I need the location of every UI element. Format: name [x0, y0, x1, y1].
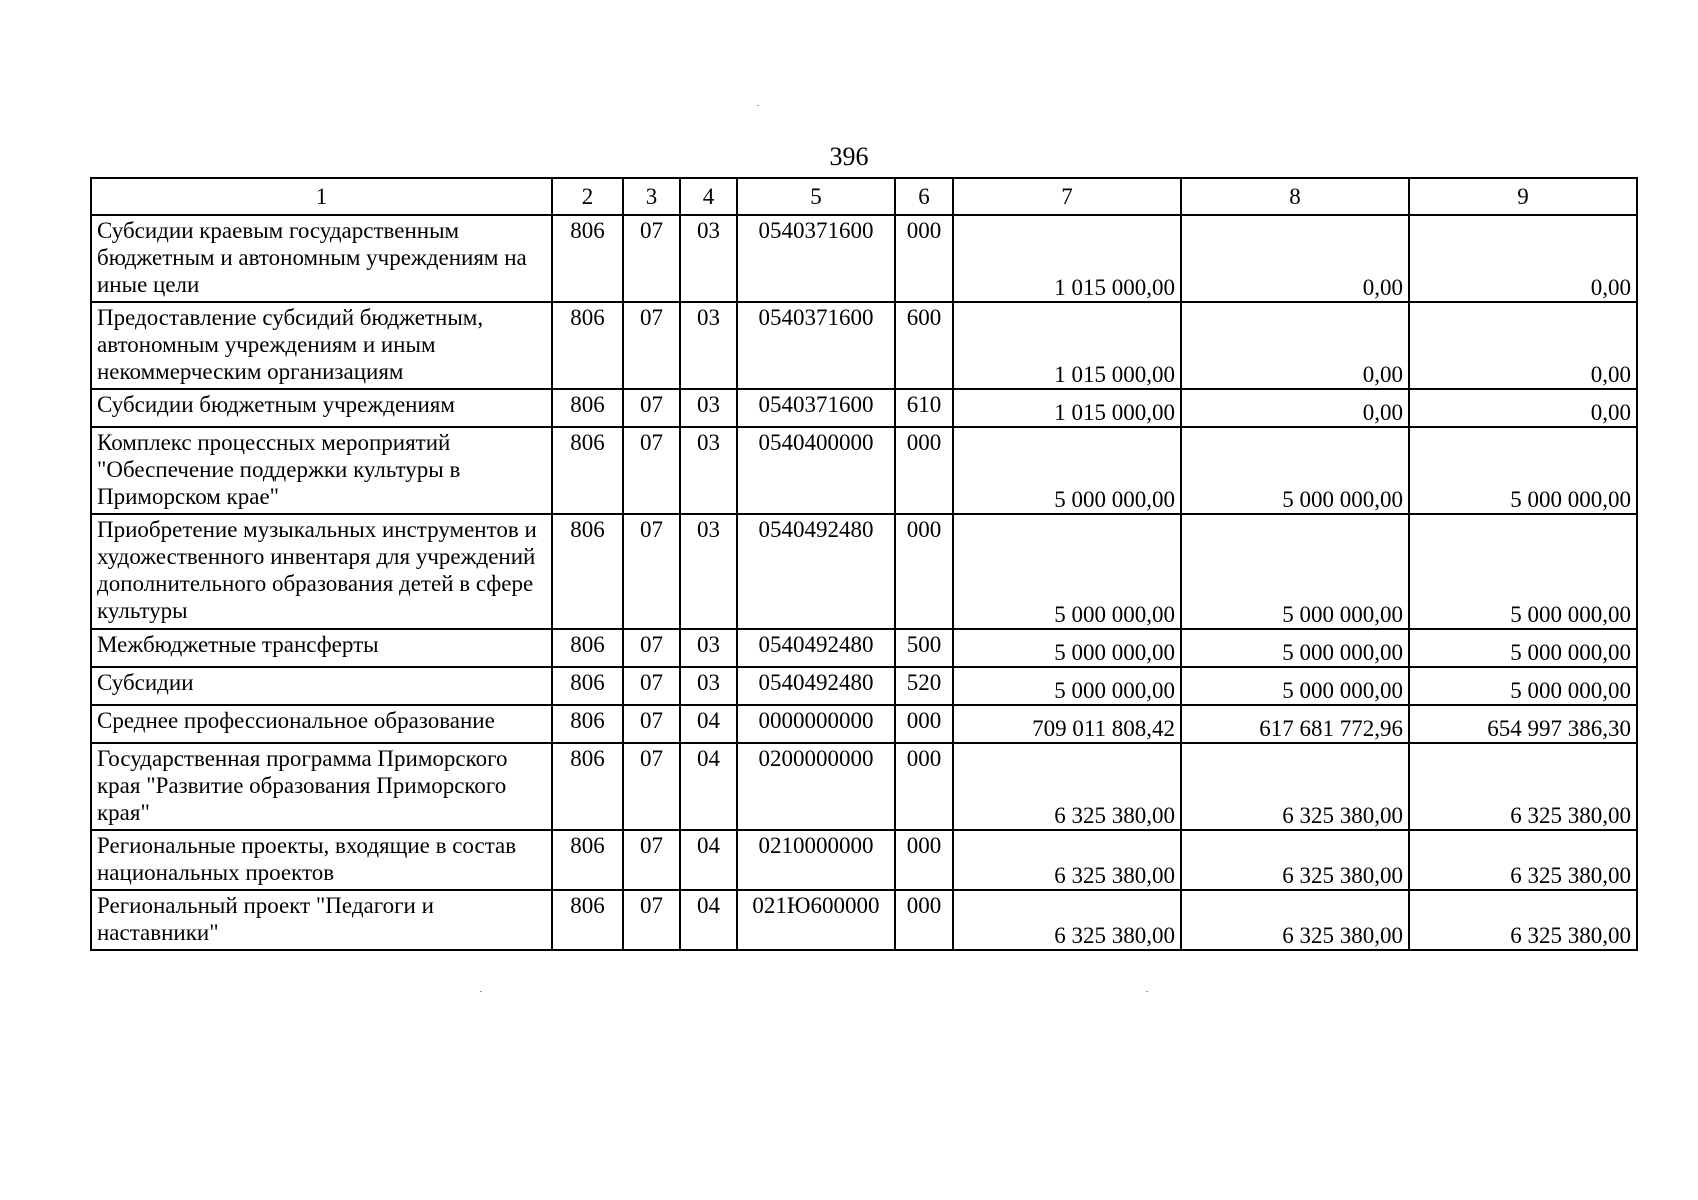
column-header: 7 — [953, 178, 1181, 215]
code-cell: 806 — [552, 389, 623, 427]
amount-cell: 0,00 — [1181, 302, 1409, 389]
code-cell: 021Ю600000 — [737, 890, 895, 950]
code-cell: 0200000000 — [737, 743, 895, 830]
column-header: 3 — [623, 178, 680, 215]
table-row — [91, 705, 1637, 743]
code-cell: 806 — [552, 890, 623, 950]
code-cell: 0540492480 — [737, 667, 895, 705]
scan-mark — [1146, 991, 1148, 992]
code-cell: 03 — [680, 629, 737, 667]
code-cell: 07 — [623, 427, 680, 514]
amount-cell: 0,00 — [1409, 302, 1637, 389]
table-row — [91, 514, 1637, 629]
table-row — [91, 629, 1637, 667]
code-cell: 0540492480 — [737, 629, 895, 667]
code-cell: 0540492480 — [737, 514, 895, 629]
amount-cell: 6 325 380,00 — [953, 830, 1181, 890]
code-cell: 806 — [552, 830, 623, 890]
code-cell: 000 — [895, 215, 953, 302]
table-row — [91, 215, 1637, 302]
code-cell: 806 — [552, 302, 623, 389]
amount-cell: 6 325 380,00 — [1181, 743, 1409, 830]
column-header: 9 — [1409, 178, 1637, 215]
code-cell: 04 — [680, 890, 737, 950]
amount-cell: 617 681 772,96 — [1181, 705, 1409, 743]
amount-cell: 5 000 000,00 — [1181, 629, 1409, 667]
code-cell: 07 — [623, 705, 680, 743]
table-row — [91, 427, 1637, 514]
row-name: Субсидии — [91, 667, 552, 705]
code-cell: 000 — [895, 514, 953, 629]
amount-cell: 5 000 000,00 — [1409, 514, 1637, 629]
code-cell: 03 — [680, 389, 737, 427]
code-cell: 03 — [680, 514, 737, 629]
column-header: 4 — [680, 178, 737, 215]
row-name: Субсидии бюджетным учреждениям — [91, 389, 552, 427]
code-cell: 0210000000 — [737, 830, 895, 890]
code-cell: 03 — [680, 427, 737, 514]
amount-cell: 5 000 000,00 — [953, 629, 1181, 667]
table-row — [91, 890, 1637, 950]
row-name: Предоставление субсидий бюджетным, автономным учреждениям и иным некоммерческим организациям — [91, 302, 552, 389]
row-name: Региональный проект "Педагоги и наставники" — [91, 890, 552, 950]
amount-cell: 0,00 — [1409, 215, 1637, 302]
amount-cell: 5 000 000,00 — [1409, 667, 1637, 705]
column-header: 5 — [737, 178, 895, 215]
table-row — [91, 830, 1637, 890]
column-header: 1 — [91, 178, 552, 215]
code-cell: 07 — [623, 302, 680, 389]
code-cell: 500 — [895, 629, 953, 667]
table-header-row — [91, 178, 1637, 215]
amount-cell: 5 000 000,00 — [1181, 667, 1409, 705]
amount-cell: 5 000 000,00 — [953, 427, 1181, 514]
code-cell: 07 — [623, 743, 680, 830]
code-cell: 07 — [623, 215, 680, 302]
column-header: 8 — [1181, 178, 1409, 215]
code-cell: 806 — [552, 743, 623, 830]
row-name: Государственная программа Приморского края "Развитие образования Приморского края" — [91, 743, 552, 830]
budget-table — [90, 177, 1638, 951]
code-cell: 07 — [623, 667, 680, 705]
code-cell: 000 — [895, 830, 953, 890]
column-header: 6 — [895, 178, 953, 215]
code-cell: 03 — [680, 667, 737, 705]
table-row — [91, 302, 1637, 389]
amount-cell: 709 011 808,42 — [953, 705, 1181, 743]
code-cell: 806 — [552, 667, 623, 705]
amount-cell: 5 000 000,00 — [1181, 514, 1409, 629]
code-cell: 600 — [895, 302, 953, 389]
code-cell: 000 — [895, 743, 953, 830]
amount-cell: 1 015 000,00 — [953, 302, 1181, 389]
code-cell: 520 — [895, 667, 953, 705]
code-cell: 610 — [895, 389, 953, 427]
code-cell: 806 — [552, 629, 623, 667]
code-cell: 07 — [623, 890, 680, 950]
row-name: Комплекс процессных мероприятий "Обеспечение поддержки культуры в Приморском крае" — [91, 427, 552, 514]
amount-cell: 0,00 — [1181, 215, 1409, 302]
page-number: 396 — [829, 142, 869, 171]
code-cell: 000 — [895, 890, 953, 950]
amount-cell: 6 325 380,00 — [953, 743, 1181, 830]
code-cell: 07 — [623, 629, 680, 667]
table-row — [91, 389, 1637, 427]
amount-cell: 6 325 380,00 — [1181, 890, 1409, 950]
code-cell: 000 — [895, 427, 953, 514]
code-cell: 0540371600 — [737, 389, 895, 427]
amount-cell: 0,00 — [1181, 389, 1409, 427]
code-cell: 04 — [680, 743, 737, 830]
code-cell: 806 — [552, 705, 623, 743]
code-cell: 0000000000 — [737, 705, 895, 743]
code-cell: 03 — [680, 215, 737, 302]
scan-mark — [757, 105, 759, 106]
row-name: Межбюджетные трансферты — [91, 629, 552, 667]
amount-cell: 5 000 000,00 — [1409, 427, 1637, 514]
amount-cell: 6 325 380,00 — [1409, 830, 1637, 890]
code-cell: 04 — [680, 705, 737, 743]
code-cell: 0540400000 — [737, 427, 895, 514]
code-cell: 0540371600 — [737, 302, 895, 389]
code-cell: 806 — [552, 514, 623, 629]
table-row — [91, 743, 1637, 830]
amount-cell: 6 325 380,00 — [953, 890, 1181, 950]
amount-cell: 0,00 — [1409, 389, 1637, 427]
code-cell: 07 — [623, 514, 680, 629]
row-name: Среднее профессиональное образование — [91, 705, 552, 743]
amount-cell: 5 000 000,00 — [953, 667, 1181, 705]
row-name: Субсидии краевым государственным бюджетным и автономным учреждениям на иные цели — [91, 215, 552, 302]
code-cell: 000 — [895, 705, 953, 743]
amount-cell: 6 325 380,00 — [1409, 890, 1637, 950]
amount-cell: 5 000 000,00 — [953, 514, 1181, 629]
column-header: 2 — [552, 178, 623, 215]
code-cell: 806 — [552, 215, 623, 302]
amount-cell: 1 015 000,00 — [953, 215, 1181, 302]
amount-cell: 5 000 000,00 — [1181, 427, 1409, 514]
code-cell: 806 — [552, 427, 623, 514]
amount-cell: 6 325 380,00 — [1181, 830, 1409, 890]
code-cell: 03 — [680, 302, 737, 389]
row-name: Приобретение музыкальных инструментов и художественного инвентаря для учреждений дополнительного образования детей в сфере культуры — [91, 514, 552, 629]
amount-cell: 1 015 000,00 — [953, 389, 1181, 427]
code-cell: 07 — [623, 389, 680, 427]
code-cell: 0540371600 — [737, 215, 895, 302]
scan-mark — [480, 991, 482, 992]
amount-cell: 6 325 380,00 — [1409, 743, 1637, 830]
code-cell: 04 — [680, 830, 737, 890]
table-row — [91, 667, 1637, 705]
row-name: Региональные проекты, входящие в состав национальных проектов — [91, 830, 552, 890]
code-cell: 07 — [623, 830, 680, 890]
amount-cell: 5 000 000,00 — [1409, 629, 1637, 667]
amount-cell: 654 997 386,30 — [1409, 705, 1637, 743]
